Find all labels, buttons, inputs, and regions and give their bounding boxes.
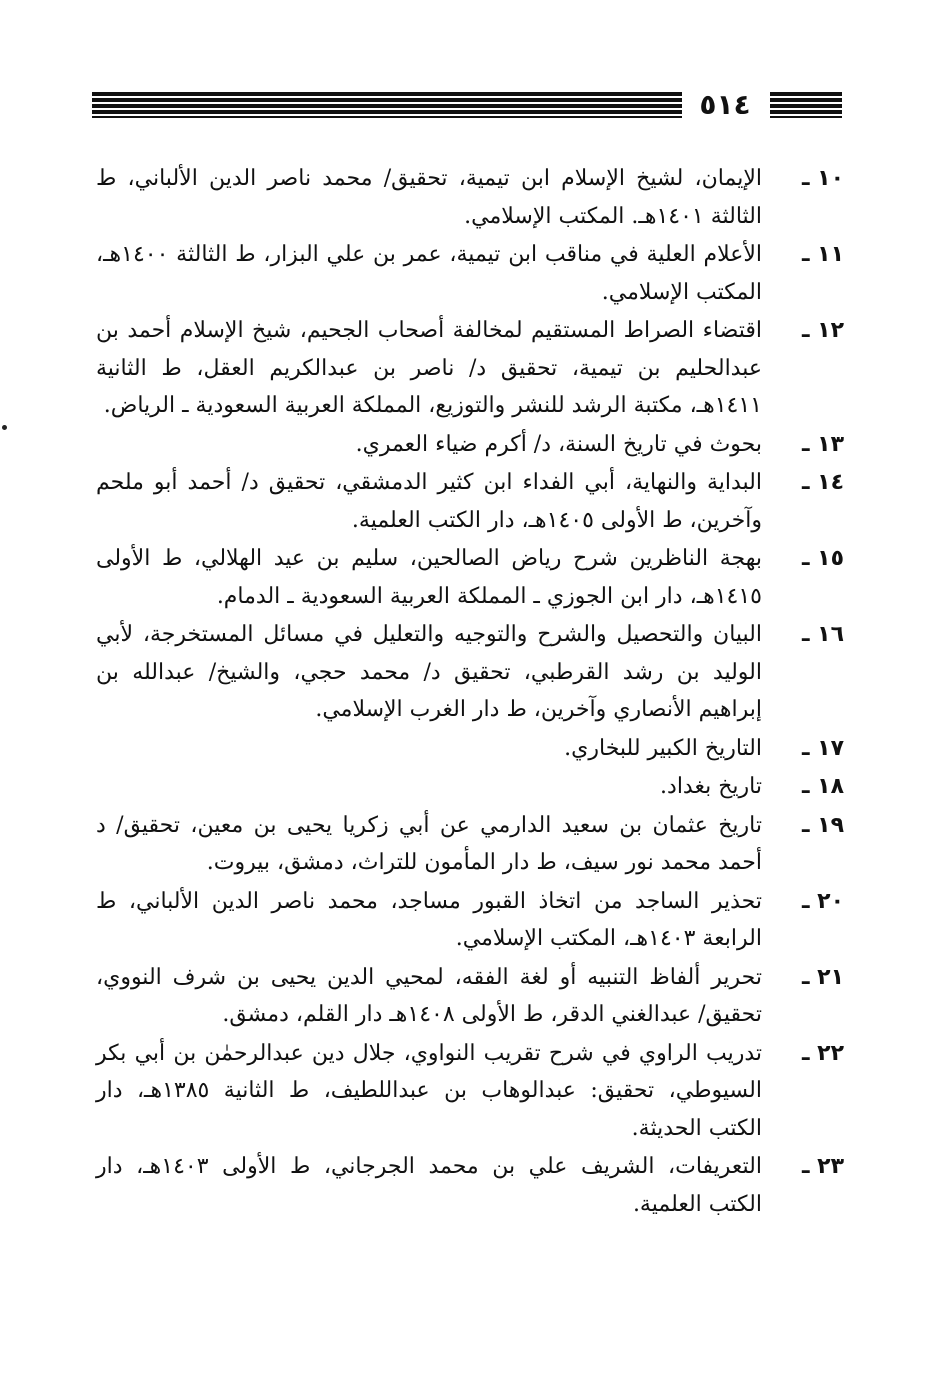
entry-number: ٢٠ ـ bbox=[801, 888, 844, 914]
entry-number: ٢٣ ـ bbox=[801, 1154, 844, 1179]
entry-text: اقتضاء الصراط المستقيم لمخالفة أصحاب الجحيم، شيخ الإسلام أحمد بن عبدالحليم بن تيمية، تحقيق د/ ناصر بن عبدالكريم العقل، ط الثانية ١٤١١هـ، مكتبة الرشد للنشر والتوزيع، المملكة العربية السعودية ـ الرياض. bbox=[96, 318, 762, 418]
list-item bbox=[96, 160, 844, 235]
entry-text: التاريخ الكبير للبخاري. bbox=[564, 735, 762, 761]
list-item bbox=[96, 1148, 844, 1223]
list-item bbox=[96, 1035, 844, 1148]
list-item bbox=[96, 959, 844, 1034]
list-item bbox=[96, 540, 844, 615]
entry-text: البداية والنهاية، أبي الفداء ابن كثير الدمشقي، تحقيق د/ أحمد أبو ملحم وآخرين، ط الأولى ١٤٠٥هـ، دار الكتب العلمية. bbox=[96, 470, 762, 533]
list-item bbox=[96, 236, 844, 311]
list-item bbox=[96, 464, 844, 539]
entry-text: تاريخ عثمان بن سعيد الدارمي عن أبي زكريا يحيى بن معين، تحقيق/ د أحمد محمد نور سيف، ط دار المأمون للتراث، دمشق، بيروت. bbox=[96, 812, 762, 875]
entry-number: ١٤ ـ bbox=[801, 470, 844, 495]
entry-text: الأعلام العلية في مناقب ابن تيمية، عمر بن علي البزار، ط الثالثة ١٤٠٠هـ، المكتب الإسلامي. bbox=[96, 242, 762, 305]
entry-number: ١٦ ـ bbox=[801, 622, 844, 647]
entry-number: ١٨ ـ bbox=[801, 774, 844, 799]
entry-number: ١٧ ـ bbox=[801, 735, 844, 761]
bibliography-list bbox=[96, 160, 844, 1224]
list-item bbox=[96, 807, 844, 882]
entry-number: ١٥ ـ bbox=[801, 546, 844, 571]
entry-number: ١١ ـ bbox=[801, 242, 844, 267]
entry-text: الإيمان، لشيخ الإسلام ابن تيمية، تحقيق/ محمد ناصر الدين الألباني، ط الثالثة ١٤٠١هـ. المكتب الإسلامي. bbox=[96, 166, 762, 229]
entry-text: تاريخ بغداد. bbox=[660, 774, 762, 799]
entry-text: البيان والتحصيل والشرح والتوجيه والتعليل في مسائل المستخرجة، لأبي الوليد بن رشد القرطبي، تحقيق د/ محمد حجي، والشيخ/ عبدالله بن إبراهيم الأنصاري وآخرين، ط دار الغرب الإسلامي. bbox=[96, 622, 762, 722]
list-item bbox=[96, 426, 844, 464]
entry-number: ٢١ ـ bbox=[801, 964, 844, 990]
page-number: ٥١٤ bbox=[699, 88, 751, 121]
entry-text: بحوث في تاريخ السنة، د/ أكرم ضياء العمري. bbox=[355, 431, 762, 457]
list-item bbox=[96, 730, 844, 768]
entry-number: ١٩ ـ bbox=[801, 812, 844, 838]
list-item bbox=[96, 616, 844, 729]
list-item bbox=[96, 768, 844, 806]
entry-text: تدريب الراوي في شرح تقريب النواوي، جلال دين عبدالرحمٰن بن أبي بكر السيوطي، تحقيق: عبدالوهاب بن عبداللطيف، ط الثانية ١٣٨٥هـ، دار الكتب الحديثة. bbox=[96, 1040, 762, 1141]
margin-mark bbox=[2, 425, 7, 430]
entry-number: ٢٢ ـ bbox=[801, 1040, 844, 1066]
list-item bbox=[96, 883, 844, 958]
page-header bbox=[92, 86, 842, 126]
entry-number: ١٣ ـ bbox=[801, 431, 844, 457]
entry-number: ١٠ ـ bbox=[801, 166, 844, 191]
entry-text: التعريفات، الشريف علي بن محمد الجرجاني، ط الأولى ١٤٠٣هـ، دار الكتب العلمية. bbox=[96, 1154, 762, 1217]
list-item bbox=[96, 312, 844, 425]
entry-text: تحذير الساجد من اتخاذ القبور مساجد، محمد ناصر الدين الألباني، ط الرابعة ١٤٠٣هـ، المكتب الإسلامي. bbox=[96, 888, 762, 951]
entry-text: بهجة الناظرين شرح رياض الصالحين، سليم بن عيد الهلالي، ط الأولى ١٤١٥هـ، دار ابن الجوزي ـ المملكة العربية السعودية ـ الدمام. bbox=[96, 546, 762, 609]
entry-number: ١٢ ـ bbox=[801, 318, 844, 343]
header-rule-left bbox=[92, 92, 682, 118]
entry-text: تحرير ألفاظ التنبيه أو لغة الفقه، لمحيي الدين يحيى بن شرف النووي، تحقيق/ عبدالغني الدقر، ط الأولى ١٤٠٨هـ دار القلم، دمشق. bbox=[96, 964, 762, 1027]
header-rule-right bbox=[770, 92, 842, 118]
